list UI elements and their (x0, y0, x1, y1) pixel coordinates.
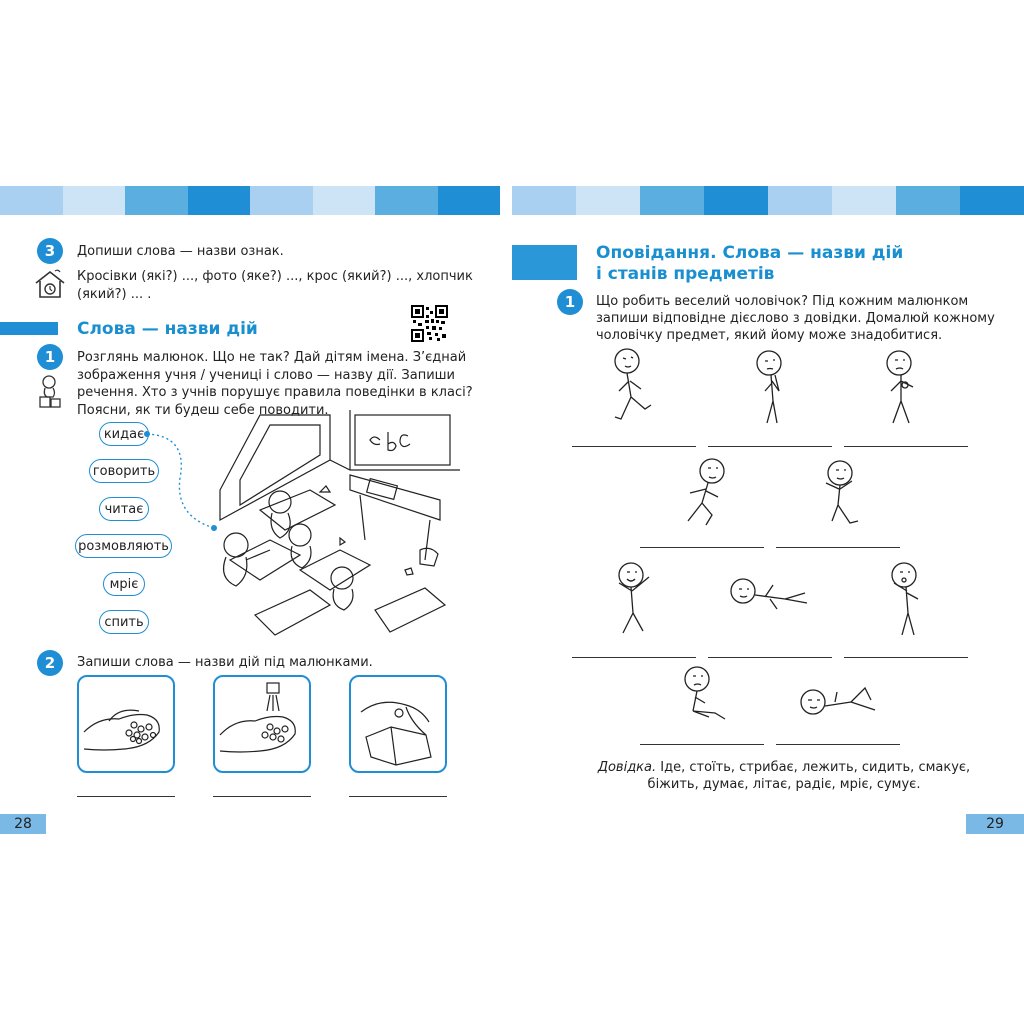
answer-line-r1-2[interactable] (708, 446, 832, 447)
stick-figure-flying (812, 455, 872, 535)
reference-line-1 (560, 759, 1008, 776)
task-3-line-2: (який?) ... . (77, 287, 152, 302)
stick-figure-rejoicing (605, 557, 665, 642)
task-1-line-4: Поясни, як ти будеш себе поводити. (77, 402, 329, 418)
page-number-left: 28 (0, 814, 46, 834)
stick-figure-thinking (745, 345, 805, 430)
stick-figure-sitting (675, 665, 735, 725)
answer-line-r1-1[interactable] (572, 446, 696, 447)
right-task-1-line-3: чоловічку предмет, який йому може знадобитися. (596, 328, 943, 343)
section-title: Слова — назви дій (77, 319, 258, 339)
task-3-number: 3 (37, 238, 63, 264)
word-pill-kydaie[interactable]: кидає (99, 422, 149, 446)
answer-line-r1-3[interactable] (844, 446, 968, 447)
answer-line-r3-2[interactable] (708, 657, 832, 658)
right-task-1-line-1: Що робить веселий чоловічок? Під кожним малюнком (596, 294, 969, 309)
task-1-line-1: Розглянь малюнок. Що не так? Дай дітям імена. З’єднай (77, 350, 467, 365)
picture-card-rinsing-hands (213, 675, 311, 773)
reference-line-2: біжить, думає, літає, радіє, мріє, сумує. (647, 777, 921, 792)
answer-line-r2-2[interactable] (776, 547, 900, 548)
stick-figure-lying (725, 567, 815, 622)
stick-figure-dreaming (795, 680, 885, 725)
answer-line-r4-2[interactable] (776, 744, 900, 745)
word-pill-spyt[interactable]: спить (99, 610, 149, 634)
task-1-line-3: речення. Хто з учнів порушує правила поведінки в класі? (77, 385, 473, 400)
answer-line-task2-2[interactable] (213, 796, 311, 797)
left-page-stripe (0, 186, 500, 215)
picture-card-soaping-hands (77, 675, 175, 773)
stick-figure-tasting (880, 557, 940, 642)
heading-marker-block (512, 245, 577, 280)
word-pill-mriie[interactable]: мріє (103, 572, 145, 596)
page-heading-line-2: і станів предметів (596, 264, 775, 284)
right-task-1-line-2: запиши відповідне дієслово з довідки. Домалюй кожному (596, 311, 995, 326)
qr-code-icon (411, 305, 448, 342)
picture-card-drying-hands (349, 675, 447, 773)
task-3-title: Допиши слова — назви ознак. (77, 244, 284, 259)
reference-words-1: Іде, стоїть, стрибає, лежить, сидить, смакує, (656, 760, 971, 775)
page-heading-line-1: Оповідання. Слова — назви дій (596, 243, 904, 263)
pupil-blocks-icon (35, 373, 67, 409)
right-page-stripe (512, 186, 1024, 215)
task-2-number: 2 (37, 650, 63, 676)
home-task-icon (33, 268, 67, 300)
page-number-right: 29 (966, 814, 1024, 834)
answer-line-r4-1[interactable] (640, 744, 764, 745)
answer-line-r3-3[interactable] (844, 657, 968, 658)
answer-line-r3-1[interactable] (572, 657, 696, 658)
task-2-title: Запиши слова — назви дій під малюнками. (77, 655, 373, 670)
stick-figure-walking (605, 345, 665, 430)
right-task-1-number: 1 (557, 289, 583, 315)
stick-figure-running (875, 345, 935, 430)
classroom-illustration (200, 410, 460, 648)
word-pill-hovoryt[interactable]: говорить (89, 459, 159, 483)
stick-figure-jumping (678, 455, 738, 535)
section-marker-bar (0, 322, 58, 335)
answer-line-task2-3[interactable] (349, 796, 447, 797)
connector-dotted-line (140, 428, 220, 538)
reference-label: Довідка. (597, 760, 657, 775)
task-3-line-1: Кросівки (які?) ..., фото (яке?) ..., крос (який?) ..., хлопчик (77, 269, 473, 284)
answer-line-r2-1[interactable] (640, 547, 764, 548)
task-1-number: 1 (37, 344, 63, 370)
task-1-line-2: зображення учня / учениці і слово — назву дії. Запиши (77, 367, 455, 383)
answer-line-task2-1[interactable] (77, 796, 175, 797)
word-pill-chytaie[interactable]: читає (99, 497, 149, 521)
word-pill-rozmovliaiut[interactable]: розмовляють (75, 534, 172, 558)
